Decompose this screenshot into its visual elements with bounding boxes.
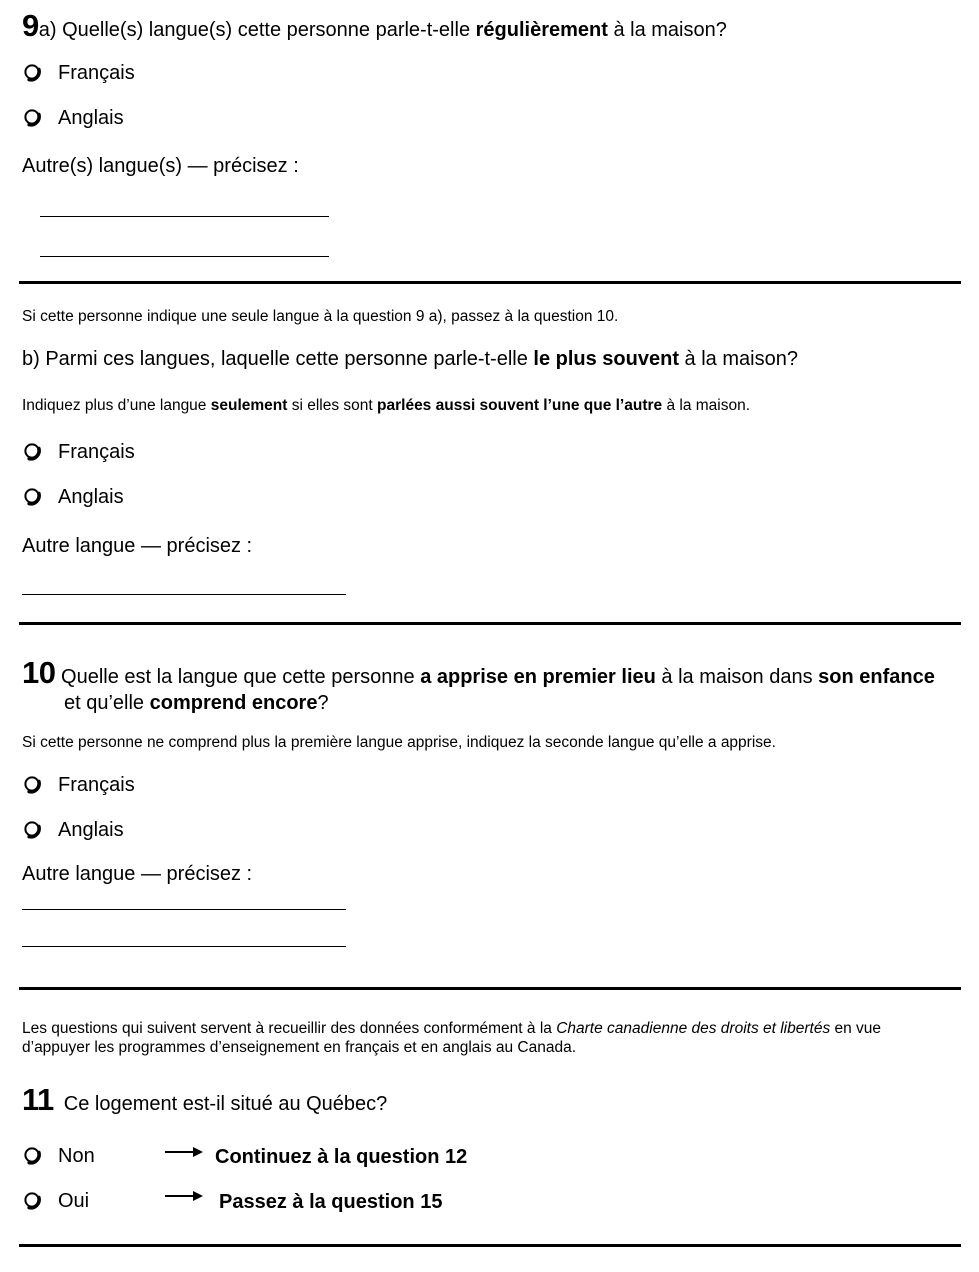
option-label: Français [58,441,135,463]
radio-circle-icon[interactable] [22,62,44,84]
radio-circle-icon[interactable] [22,774,44,796]
arrow-right-icon [165,1145,203,1159]
question-text: a) Quelle(s) langue(s) cette personne parle-t-elle [38,19,476,41]
option-label: Anglais [58,486,124,508]
question-number: 11 [22,1082,54,1117]
note-text: en vue [830,1020,882,1037]
question-10-heading [22,655,935,691]
other-language-label: Autre langue — précisez : [22,863,253,885]
question-9b-heading [22,348,798,371]
other-language-input[interactable] [22,594,346,595]
question-11-heading [22,1082,387,1118]
radio-circle-icon[interactable] [22,486,44,508]
routing-instruction: Passez à la question 15 [219,1191,443,1213]
question-text-emphasis: a apprise en premier lieu [420,666,656,688]
question-number: 10 [22,655,56,690]
instruction-text: Indiquez plus d’une langue [22,397,211,414]
question-text-end: à la maison? [607,19,727,41]
question-text: Ce logement est-il situé au Québec? [63,1093,388,1115]
radio-circle-icon[interactable] [22,1190,44,1212]
other-language-input-2[interactable] [22,946,346,947]
charter-note-line1 [22,1020,881,1038]
radio-circle-icon[interactable] [22,107,44,129]
charter-note-line2: d’appuyer les programmes d’enseignement en français et en anglais au Canada. [22,1039,577,1056]
question-9a-heading [22,8,727,44]
question-text: b) Parmi ces langues, laquelle cette personne parle-t-elle [22,348,534,370]
question-text-emphasis: son enfance [818,666,935,688]
other-language-input-1[interactable] [40,216,329,217]
answer-instruction: Si cette personne ne comprend plus la première langue apprise, indiquez la seconde langue qu’elle a apprise. [22,734,776,751]
question-text-emphasis: le plus souvent [533,348,679,370]
question-text-emphasis: régulièrement [475,19,608,41]
other-language-label: Autre langue — précisez : [22,535,253,557]
question-text: à la maison dans [655,666,819,688]
section-divider [19,622,961,625]
other-language-input-1[interactable] [22,909,346,910]
option-label: Anglais [58,107,124,129]
option-label: Français [58,62,135,84]
question-text-emphasis: comprend encore [149,692,318,714]
question-text: Quelle est la langue que cette personne [55,666,421,688]
radio-circle-icon[interactable] [22,1145,44,1167]
section-divider [19,281,961,284]
routing-instruction: Continuez à la question 12 [215,1146,468,1168]
skip-instruction: Si cette personne indique une seule langue à la question 9 a), passez à la question 10. [22,308,619,325]
radio-circle-icon[interactable] [22,819,44,841]
instruction-emphasis: seulement [210,397,288,414]
instruction-text: à la maison. [662,397,751,414]
option-label: Oui [58,1190,90,1212]
section-divider [19,987,961,990]
other-language-label: Autre(s) langue(s) — précisez : [22,155,299,177]
option-label: Anglais [58,819,124,841]
answer-instruction [22,397,750,415]
arrow-right-icon [165,1189,203,1203]
question-text-end: ? [317,692,329,714]
question-text-end: à la maison? [678,348,798,370]
question-text: et qu’elle [64,692,150,714]
charter-title: Charte canadienne des droits et libertés [556,1020,831,1037]
other-language-input-2[interactable] [40,256,329,257]
instruction-text: si elles sont [287,397,378,414]
instruction-emphasis: parlées aussi souvent l’une que l’autre [377,397,663,414]
option-label: Français [58,774,135,796]
note-text: Les questions qui suivent servent à recueillir des données conformément à la [22,1020,557,1037]
question-10-heading-line2 [64,692,329,715]
option-label: Non [58,1145,95,1167]
question-number: 9 [22,8,39,43]
radio-circle-icon[interactable] [22,441,44,463]
section-divider [19,1244,961,1247]
